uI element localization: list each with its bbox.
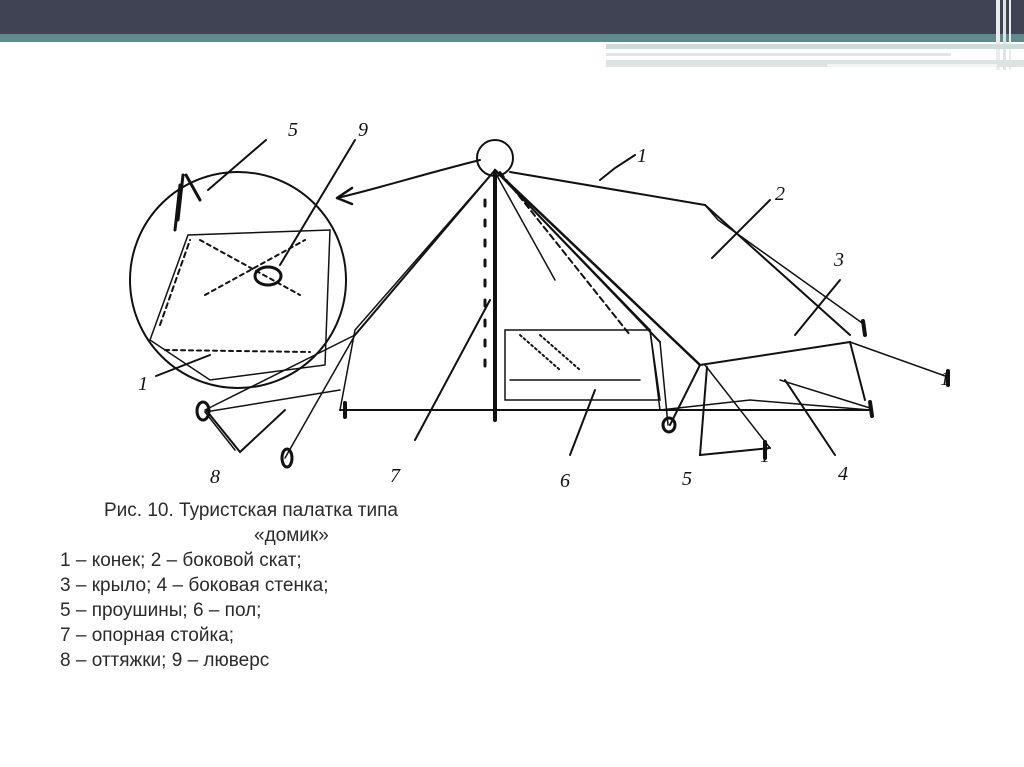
label-guy-peg-right: 1: [940, 368, 950, 390]
legend-line: 1 – конек; 2 – боковой скат;: [60, 550, 302, 571]
label-ridge-inset: 1: [138, 373, 148, 395]
tent-diagram: [0, 80, 1024, 500]
label-guy-lines: 8: [210, 466, 220, 488]
label-loop-inset: 5: [288, 119, 298, 141]
label-peg-front: 1: [760, 445, 770, 467]
legend-line: 5 – проушины; 6 – пол;: [60, 600, 262, 621]
label-wing: 3: [834, 249, 844, 271]
caption-title: Рис. 10. Туристская палатка типа: [104, 500, 398, 521]
label-grommet: 9: [358, 119, 368, 141]
grommet-icon: [255, 267, 281, 285]
slide-header-bar: [0, 0, 1024, 34]
legend-line: 7 – опорная стойка;: [60, 625, 235, 646]
slide-accent-band: [0, 34, 1024, 42]
legend-line: 8 – оттяжки; 9 – люверс: [60, 650, 270, 671]
label-floor: 6: [560, 470, 570, 492]
label-side-slope: 2: [775, 183, 785, 205]
label-pole: 7: [390, 465, 400, 487]
label-ridge: 1: [637, 145, 647, 167]
caption-title-cont: «домик»: [254, 525, 329, 546]
label-loops: 5: [682, 468, 692, 490]
legend-line: 3 – крыло; 4 – боковая стенка;: [60, 575, 329, 596]
label-side-wall: 4: [838, 463, 848, 485]
figure-caption: [60, 498, 520, 673]
